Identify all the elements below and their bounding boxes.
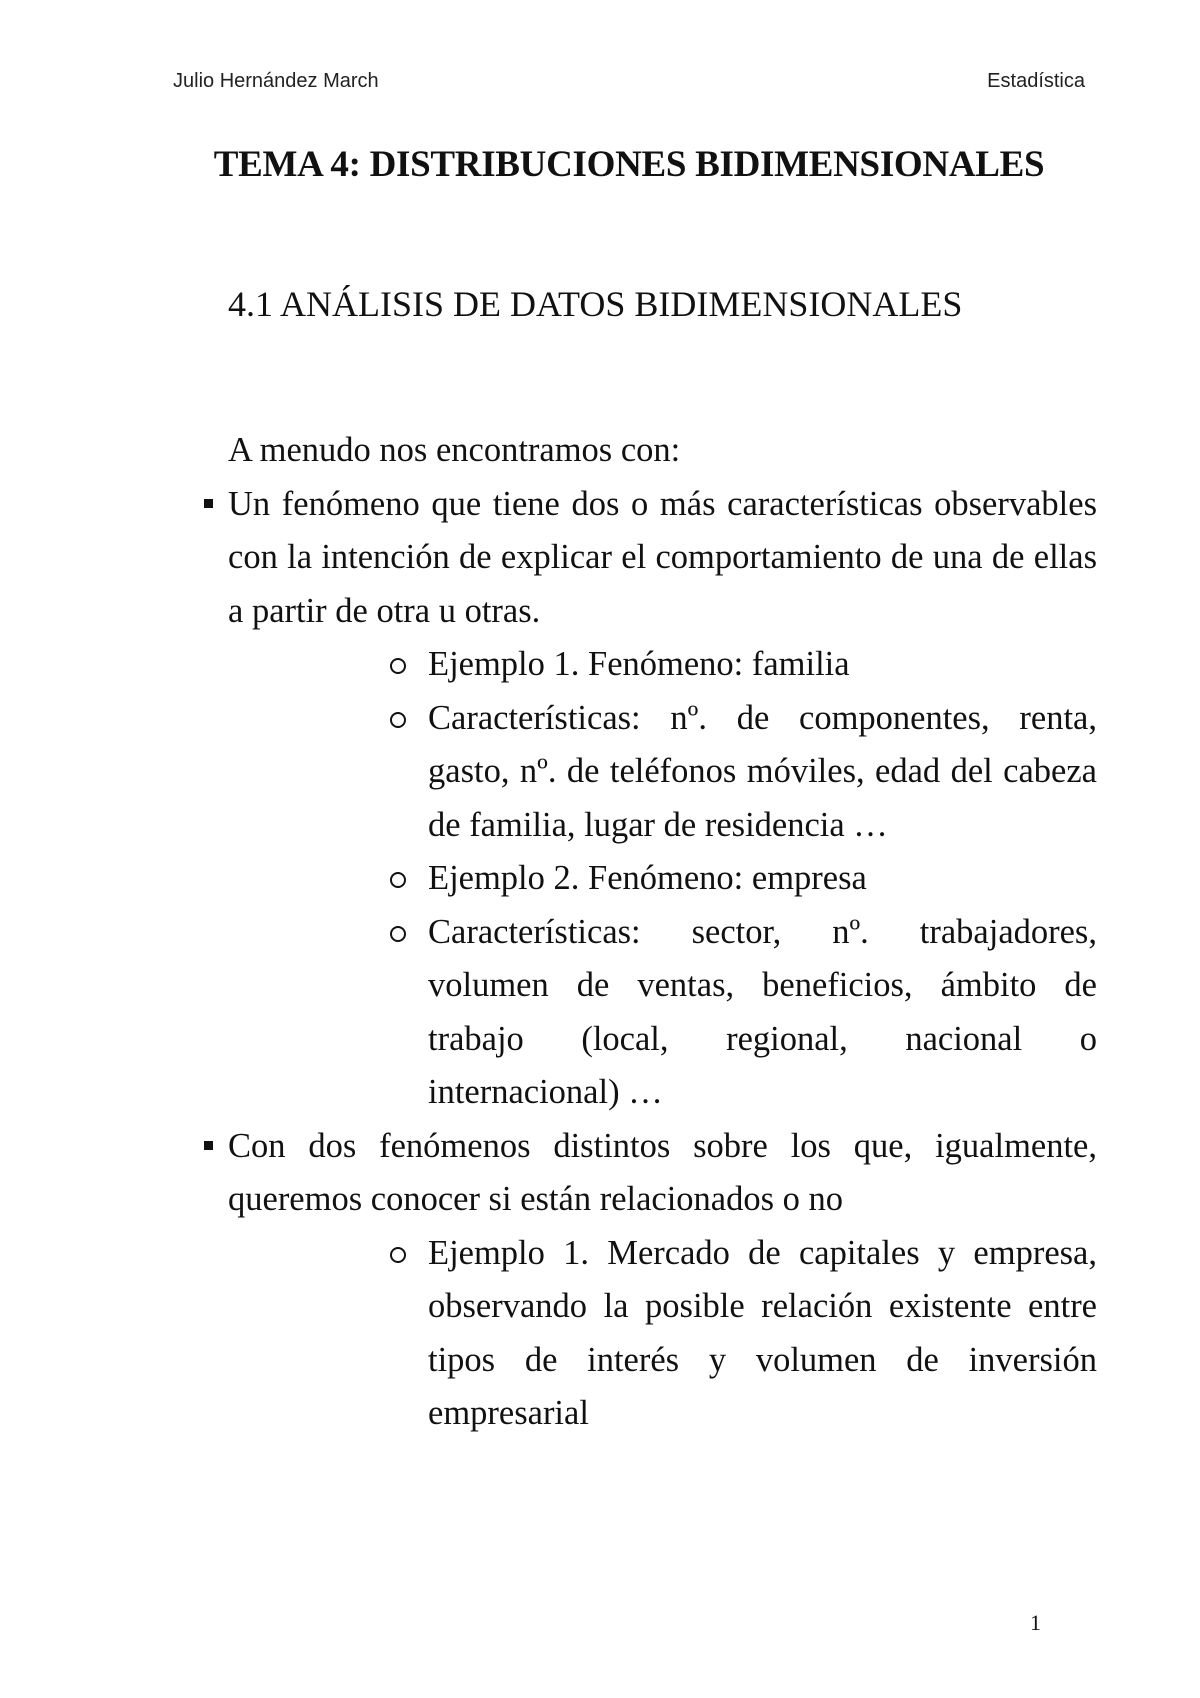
main-bullet-list xyxy=(173,478,1097,1441)
bullet-text: Con dos fenómenos distintos sobre los que, igualmente, queremos conocer si están relacionados o no xyxy=(228,1126,1097,1218)
sub-bullet-text: Ejemplo 2. Fenómeno: empresa xyxy=(428,859,867,897)
circle-bullet-icon xyxy=(390,658,406,674)
square-bullet-icon xyxy=(204,1141,213,1150)
circle-bullet-icon xyxy=(390,1247,406,1263)
running-header xyxy=(173,70,1085,104)
sub-bullet-list xyxy=(388,638,1097,1120)
list-item xyxy=(388,692,1097,853)
sub-bullet-text: Ejemplo 1. Fenómeno: familia xyxy=(428,645,850,683)
page-number: 1 xyxy=(1030,1610,1041,1635)
section-heading: 4.1 ANÁLISIS DE DATOS BIDIMENSIONALES xyxy=(228,284,963,324)
sub-bullet-text: Ejemplo 1. Mercado de capitales y empresa, observando la posible relación existente entre tipos de interés y volumen de inversión empresarial xyxy=(428,1233,1097,1432)
circle-bullet-icon xyxy=(390,872,406,888)
document-body xyxy=(173,424,1097,1441)
list-item xyxy=(173,478,1097,1120)
header-author: Julio Hernández March xyxy=(173,70,379,92)
list-item xyxy=(388,852,1097,906)
bullet-text: Un fenómeno que tiene dos o más características observables con la intención de explicar el comportamiento de una de ellas a partir de otra u otras. xyxy=(228,484,1097,630)
document-title: TEMA 4: DISTRIBUCIONES BIDIMENSIONALES xyxy=(213,144,1045,185)
list-item xyxy=(388,1227,1097,1441)
circle-bullet-icon xyxy=(390,712,406,728)
square-bullet-icon xyxy=(204,499,213,508)
list-item xyxy=(173,1120,1097,1441)
sub-bullet-text: Características: nº. de componentes, renta, gasto, nº. de teléfonos móviles, edad del cabeza de familia, lugar de residencia … xyxy=(428,698,1097,844)
list-item xyxy=(388,638,1097,692)
circle-bullet-icon xyxy=(390,926,406,942)
header-subject: Estadística xyxy=(987,70,1085,92)
list-item xyxy=(388,906,1097,1120)
sub-bullet-text: Características: sector, nº. trabajadores, volumen de ventas, beneficios, ámbito de trabajo (local, regional, nacional o internacional) … xyxy=(428,912,1097,1111)
sub-bullet-list xyxy=(388,1227,1097,1441)
intro-text: A menudo nos encontramos con: xyxy=(228,431,681,469)
